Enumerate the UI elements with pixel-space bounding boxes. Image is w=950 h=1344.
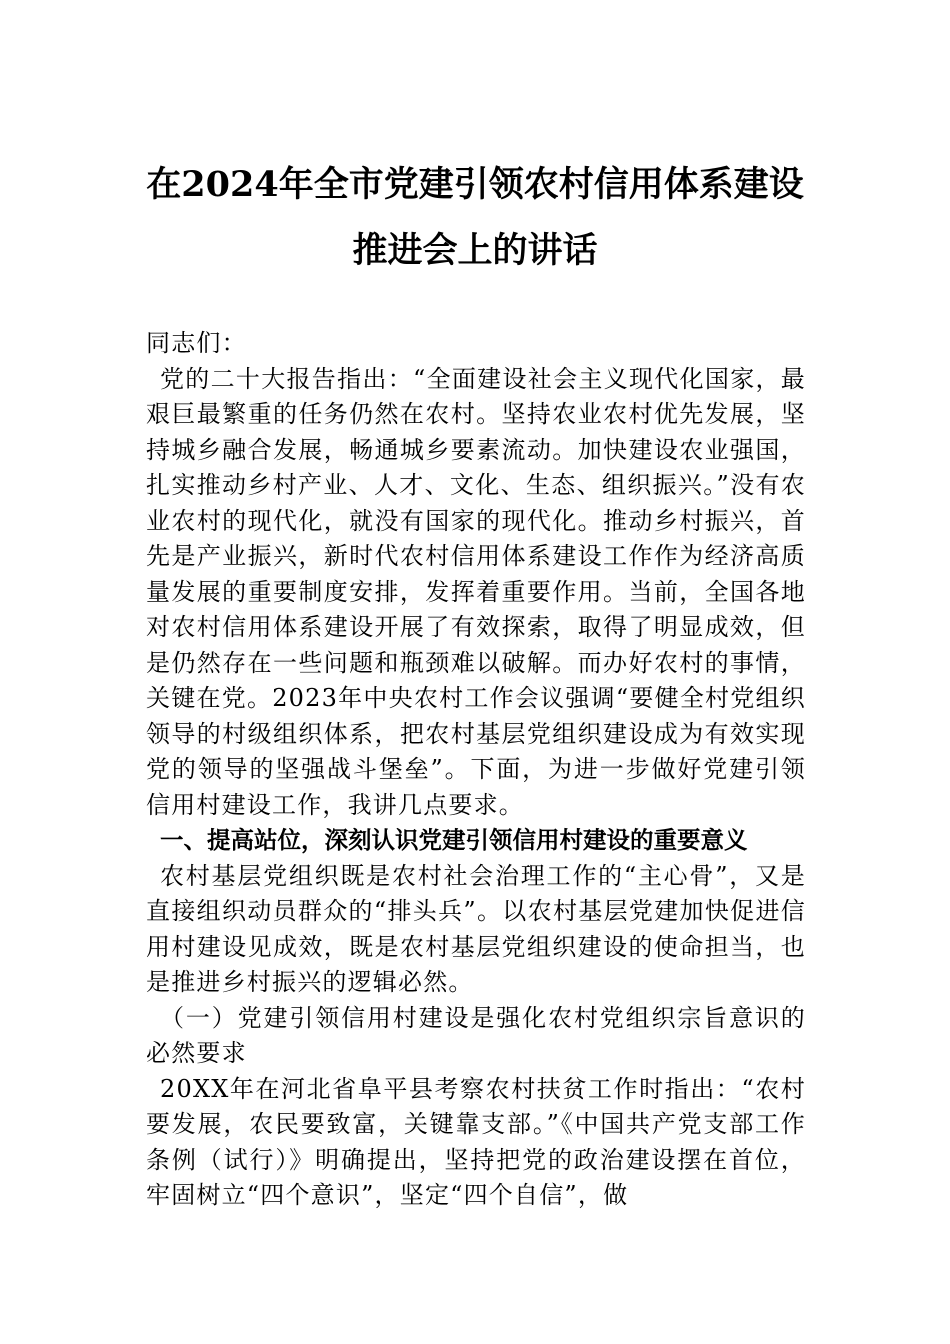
document-body <box>146 326 806 1214</box>
title-line-2: 推进会上的讲话 <box>352 230 598 271</box>
salutation: 同志们： <box>146 329 247 357</box>
paragraph-1: 党的二十大报告指出：“全面建设社会主义现代化国家，最艰巨最繁重的任务仍然在农村。坚持农业农村优先发展，坚持城乡融合发展，畅通城乡要素流动。加快建设农业强国，扎实推动乡村产业、人才、文化、生态、组织振兴。”没有农业农村的现代化，就没有国家的现代化。推动乡村振兴，首先是产业振兴，新时代农村信用体系建设工作作为经济高质量发展的重要制度安排，发挥着重要作用。当前，全国各地对农村信用体系建设开展了有效探索，取得了明显成效，但是仍然存在一些问题和瓶颈难以破解。而办好农村的事情，关键在党。2023年中央农村工作会议强调“要健全村党组织领导的村级组织体系，把农村基层党组织建设成为有效实现党的领导的坚强战斗堡垒”。下面，为进一步做好党建引领信用村建设工作，我讲几点要求。 <box>146 364 806 819</box>
paragraph-3: 20XX年在河北省阜平县考察农村扶贫工作时指出：“农村要发展，农民要致富，关键靠支部。”《中国共产党支部工作条例（试行）》明确提出，坚持把党的政治建设摆在首位，牢固树立“四个意识”，坚定“四个自信”，做 <box>146 1074 806 1209</box>
paragraph-2: 农村基层党组织既是农村社会治理工作的“主心骨”，又是直接组织动员群众的“排头兵”。以农村基层党建加快促进信用村建设见成效，既是农村基层党组织建设的使命担当，也是推进乡村振兴的逻辑必然。 <box>146 861 806 996</box>
title-line-1: 在2024年全市党建引领农村信用体系建设 <box>146 164 804 205</box>
document-title <box>120 152 830 284</box>
section-heading-1: 一、提高站位，深刻认识党建引领信用村建设的重要意义 <box>160 826 748 854</box>
subsection-heading-1: （一）党建引领信用村建设是强化农村党组织宗旨意识的必然要求 <box>146 1003 806 1067</box>
